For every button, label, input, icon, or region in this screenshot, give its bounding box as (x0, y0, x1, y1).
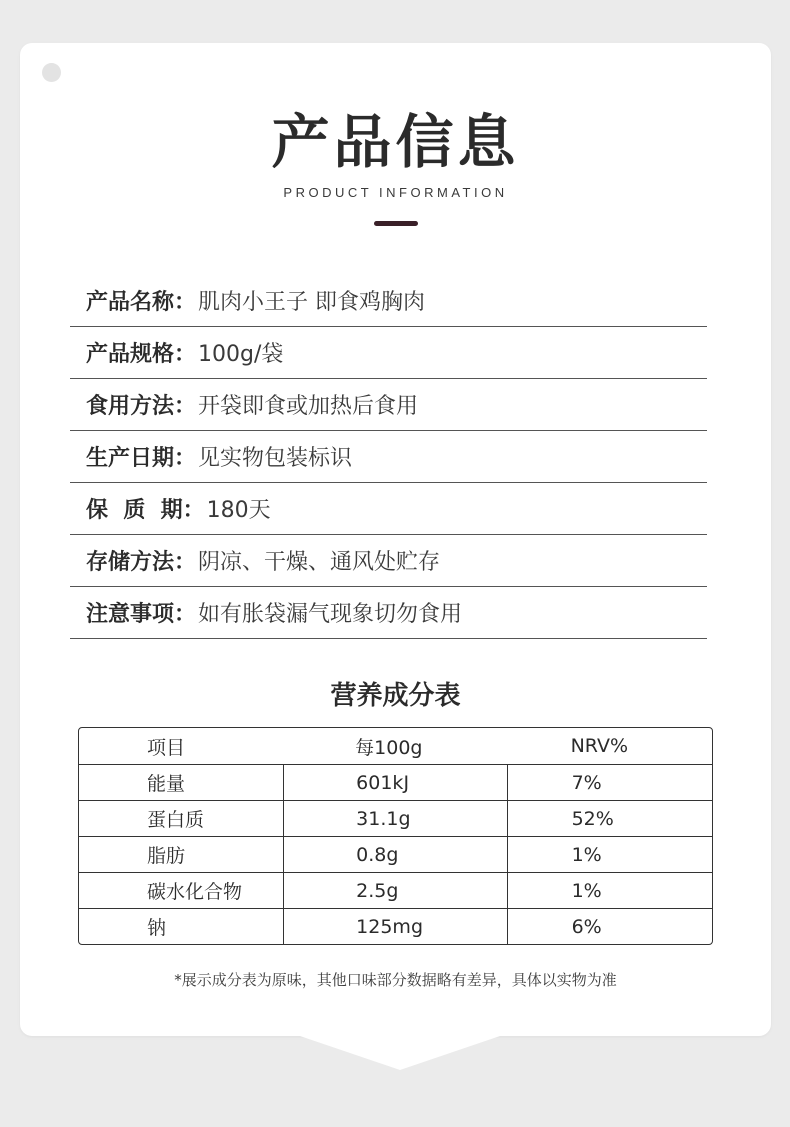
nutrient-name: 碳水化合物 (79, 872, 283, 908)
nutrient-name: 脂肪 (79, 836, 283, 872)
page-subtitle: PRODUCT INFORMATION (283, 185, 508, 200)
title-underline-bar (374, 221, 418, 226)
nutrient-amount: 2.5g (283, 872, 506, 908)
nutrition-table-title: 营养成分表 (330, 681, 461, 711)
nutrient-amount: 125mg (283, 908, 506, 944)
info-label: 产品规格： (86, 342, 197, 367)
nutrient-name: 蛋白质 (79, 800, 283, 836)
product-info-card (20, 43, 771, 1036)
info-value: 开袋即食或加热后食用 (198, 394, 419, 419)
nutrient-name: 钠 (79, 908, 283, 944)
info-label: 食用方法： (86, 394, 197, 419)
nutrition-table (78, 727, 713, 945)
card-pointer-arrow (300, 1036, 500, 1070)
info-label: 存储方法： (86, 550, 197, 575)
info-row-spec (70, 327, 707, 379)
nutrient-nrv: 7% (507, 764, 712, 800)
product-info-list (70, 275, 707, 639)
info-value: 阴凉、干燥、通风处贮存 (198, 550, 441, 575)
column-header-nrv: NRV% (570, 735, 629, 757)
nutrient-name: 能量 (79, 764, 283, 800)
info-value: 见实物包装标识 (198, 446, 353, 471)
info-value: 100g/袋 (198, 342, 284, 367)
info-value: 如有胀袋漏气现象切勿食用 (198, 602, 463, 627)
nutrient-nrv: 6% (507, 908, 712, 944)
nutrient-amount: 601kJ (283, 764, 506, 800)
info-row-shelf-life (70, 483, 707, 535)
table-header-row (79, 728, 712, 764)
column-header-per-100g: 每100g (355, 736, 423, 759)
nutrient-nrv: 1% (507, 836, 712, 872)
decorative-dot (42, 63, 61, 82)
nutrient-nrv: 52% (507, 800, 712, 836)
info-row-production-date (70, 431, 707, 483)
column-header-item: 项目 (147, 736, 186, 759)
info-label: 注意事项： (86, 602, 197, 627)
info-label: 生产日期： (86, 446, 197, 471)
info-row-notice (70, 587, 707, 639)
nutrient-amount: 0.8g (283, 836, 506, 872)
table-row (79, 908, 712, 944)
info-row-usage (70, 379, 707, 431)
info-label: 产品名称： (86, 290, 197, 315)
nutrient-amount: 31.1g (283, 800, 506, 836)
info-row-storage (70, 535, 707, 587)
info-value: 肌肉小王子 即食鸡胸肉 (198, 290, 426, 315)
page-title: 产品信息 (271, 108, 520, 176)
table-row (79, 764, 712, 800)
table-row (79, 800, 712, 836)
table-row (79, 872, 712, 908)
table-row (79, 836, 712, 872)
nutrition-footnote: *展示成分表为原味，其他口味部分数据略有差异，具体以实物为准 (174, 971, 617, 989)
nutrient-nrv: 1% (507, 872, 712, 908)
info-value: 180天 (206, 498, 271, 523)
info-label: 保 质 期： (86, 498, 205, 523)
info-row-name (70, 275, 707, 327)
